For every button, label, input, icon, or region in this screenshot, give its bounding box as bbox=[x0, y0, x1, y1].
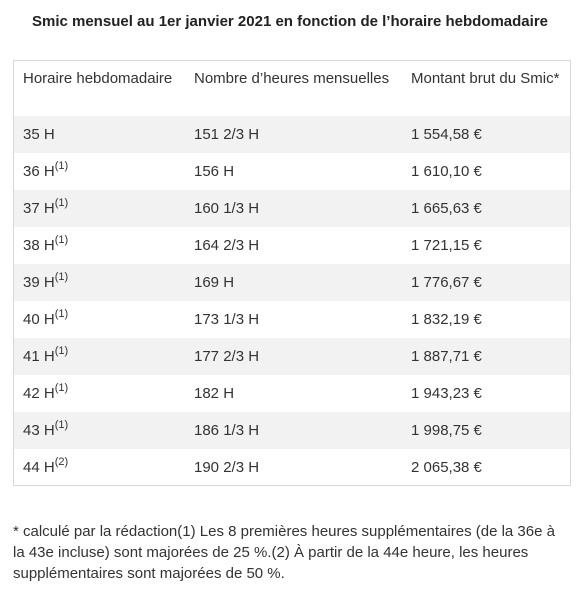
table-row bbox=[14, 264, 570, 301]
table-row bbox=[14, 153, 570, 190]
cell-montant: 1 943,23 € bbox=[411, 384, 482, 402]
cell-horaire: 43 $H^{(1)}$ bbox=[14, 412, 194, 449]
column-header-heures: Nombre d’heures mensuelles bbox=[194, 70, 390, 87]
table-row bbox=[14, 449, 570, 486]
table-row bbox=[14, 375, 570, 412]
cell-montant: 1 721,15 € bbox=[411, 236, 482, 254]
cell-heures: 190 2/3 H bbox=[194, 458, 260, 476]
cell-heures: 164 2/3 H bbox=[194, 236, 260, 254]
cell-horaire: 40 $H^{(1)}$ bbox=[23, 307, 69, 328]
cell-horaire: 35 H bbox=[14, 116, 194, 153]
column-header-horaire: Horaire hebdomadaire bbox=[23, 70, 173, 87]
table-row bbox=[14, 190, 570, 227]
column-header-montant: Montant brut du Smic* bbox=[411, 70, 560, 87]
smic-table-container bbox=[13, 60, 571, 486]
cell-heures: 173 1/3 H bbox=[194, 310, 260, 328]
table-row bbox=[14, 338, 570, 375]
table-row bbox=[14, 412, 570, 449]
table-header-row bbox=[14, 61, 570, 116]
smic-table bbox=[14, 61, 570, 486]
cell-horaire: 41 $H^{(1)}$ bbox=[14, 338, 194, 375]
table-row bbox=[14, 227, 570, 264]
cell-montant: 1 887,71 € bbox=[411, 338, 570, 375]
cell-horaire: 44 $H^{(2)}$ bbox=[23, 455, 69, 476]
cell-horaire: 36 $H^{(1)}$ bbox=[23, 159, 69, 180]
table-row bbox=[14, 301, 570, 338]
cell-heures: 186 1/3 H bbox=[194, 412, 411, 449]
table-row bbox=[14, 116, 570, 153]
cell-heures: 160 1/3 H bbox=[194, 190, 411, 227]
cell-montant: 1 776,67 € bbox=[411, 264, 570, 301]
cell-montant: 1 554,58 € bbox=[411, 116, 570, 153]
cell-horaire: 39 $H^{(1)}$ bbox=[14, 264, 194, 301]
footnote: * calculé par la rédaction(1) Les 8 premières heures supplémentaires (de la 36e à la 43e incluse) sont majorées de 25 %.(2) À partir de la 44e heure, les heures supplémentaires sont majorées de 50 %. bbox=[13, 523, 555, 582]
cell-horaire: 42 $H^{(1)}$ bbox=[23, 381, 69, 402]
cell-horaire: 38 $H^{(1)}$ bbox=[23, 233, 69, 254]
cell-heures: 169 H bbox=[194, 264, 411, 301]
table-title: Smic mensuel au 1er janvier 2021 en fonction de l’horaire hebdomadaire bbox=[31, 13, 548, 30]
cell-montant: 2 065,38 € bbox=[411, 458, 482, 476]
cell-montant: 1 832,19 € bbox=[411, 310, 482, 328]
cell-heures: 182 H bbox=[194, 384, 235, 402]
cell-heures: 156 H bbox=[194, 162, 235, 180]
cell-heures: 177 2/3 H bbox=[194, 338, 411, 375]
cell-montant: 1 665,63 € bbox=[411, 190, 570, 227]
cell-montant: 1 610,10 € bbox=[411, 162, 482, 180]
cell-heures: 151 2/3 H bbox=[194, 116, 411, 153]
cell-horaire: 37 $H^{(1)}$ bbox=[14, 190, 194, 227]
cell-montant: 1 998,75 € bbox=[411, 412, 570, 449]
